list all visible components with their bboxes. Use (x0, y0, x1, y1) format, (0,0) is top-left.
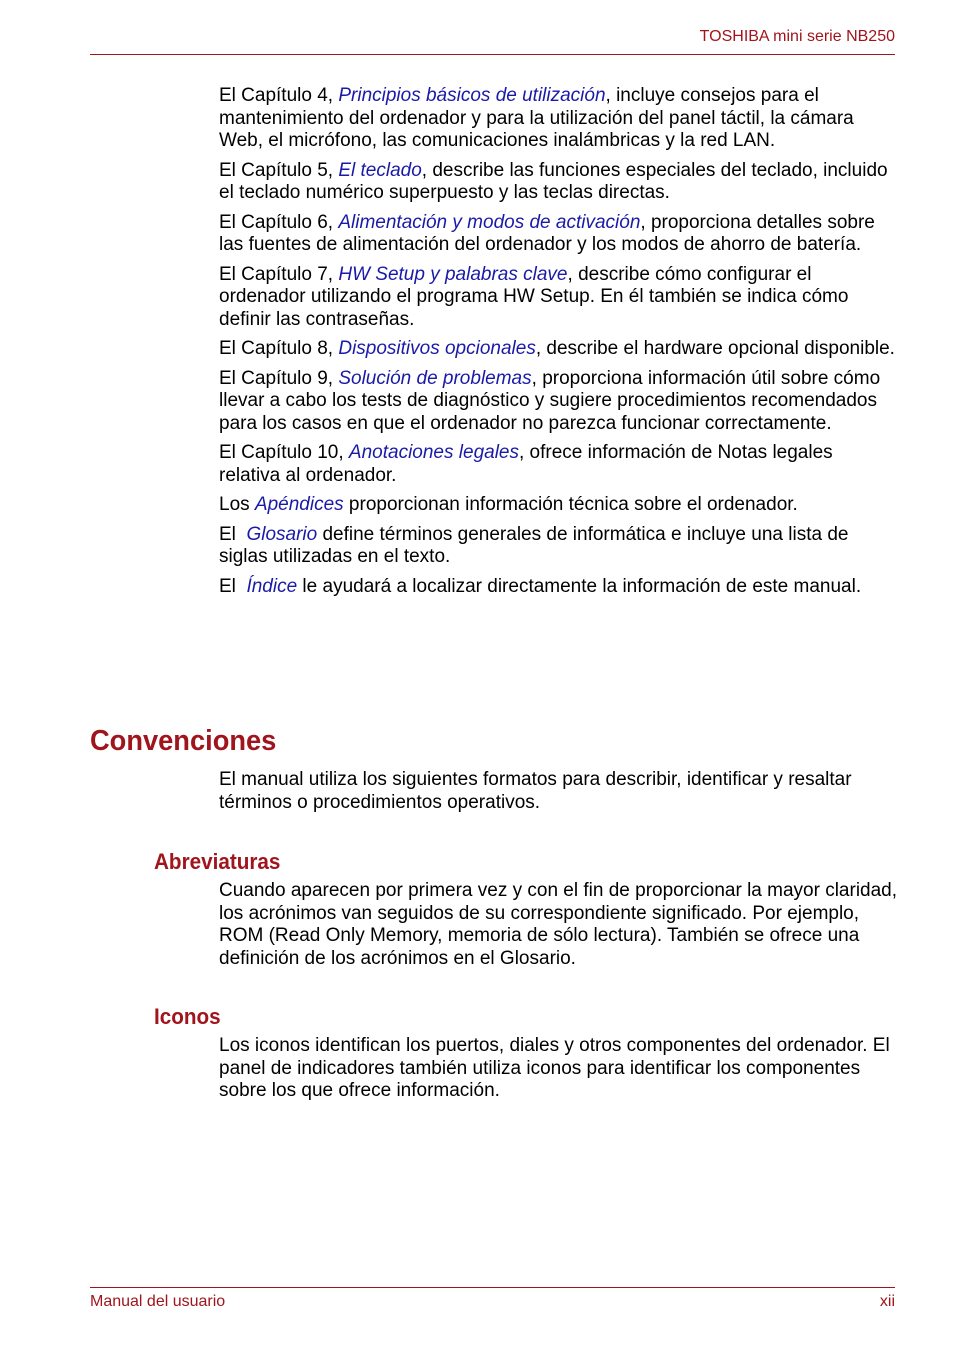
paragraph-appendices (219, 494, 899, 517)
text: El (219, 575, 247, 597)
link-appendices[interactable]: Apéndices (254, 494, 344, 515)
text: , ofrece información de Notas legales relativa al ordenador. (219, 442, 833, 486)
paragraph-chapter-4 (219, 85, 899, 153)
link-chapter-7[interactable]: HW Setup y palabras clave (338, 263, 568, 285)
text: , proporciona información útil sobre cómo llevar a cabo los tests de diagnóstico y sugiere procedimientos recomendados para los casos en que el ordenador no parezca funcionar correctamente. (219, 367, 881, 434)
text: El Capítulo 7, (219, 263, 339, 285)
text: define términos generales de informática e incluye una lista de siglas utilizadas en el texto. (219, 523, 849, 567)
abreviaturas-text: Cuando aparecen por primera vez y con el fin de proporcionar la mayor claridad, los acrónimos van seguidos de su correspondiente significado. Por ejemplo, ROM (Read Only Memory, memoria de sólo lectura). También se ofrece una definición de los acrónimos en el Glosario. (219, 880, 898, 969)
link-chapter-6[interactable]: Alimentación y modos de activación (338, 211, 641, 233)
header-title: TOSHIBA mini serie NB250 (699, 28, 895, 45)
text: Los (219, 494, 255, 515)
paragraph-glossary (219, 524, 899, 569)
chapter-list (219, 85, 899, 605)
text: El Capítulo 4, (219, 85, 339, 106)
text: , proporciona detalles sobre las fuentes de alimentación del ordenador y los modos de ahorro de batería. (219, 211, 875, 255)
page-header (90, 24, 895, 55)
paragraph-chapter-6 (219, 212, 899, 257)
paragraph-chapter-10 (219, 442, 899, 487)
heading-iconos: Iconos (154, 1004, 221, 1029)
convenciones-intro: El manual utiliza los siguientes formatos para describir, identificar y resaltar términos o procedimientos operativos. (219, 769, 852, 813)
heading-abreviaturas: Abreviaturas (154, 849, 281, 874)
text: , describe las funciones especiales del teclado, incluido el teclado numérico superpuesto y las teclas directas. (219, 159, 888, 203)
link-glossary[interactable]: Glosario (246, 523, 318, 545)
text: El Capítulo 5, (219, 159, 339, 181)
link-index[interactable]: Índice (246, 575, 298, 597)
text: , describe cómo configurar el ordenador utilizando el programa HW Setup. En él también se indica cómo definir las contraseñas. (219, 263, 849, 330)
text: , describe el hardware opcional disponible. (535, 338, 895, 359)
text: le ayudará a localizar directamente la información de este manual. (297, 575, 862, 597)
text: El Capítulo 10, (219, 442, 349, 463)
link-chapter-8[interactable]: Dispositivos opcionales (338, 338, 536, 359)
link-chapter-9[interactable]: Solución de problemas (338, 367, 532, 389)
paragraph-index (219, 576, 899, 599)
link-chapter-10[interactable]: Anotaciones legales (348, 442, 519, 463)
section-convenciones (90, 724, 900, 1103)
link-chapter-4[interactable]: Principios básicos de utilización (338, 85, 606, 106)
text: proporcionan información técnica sobre el ordenador. (343, 494, 798, 515)
paragraph-chapter-7 (219, 264, 899, 332)
text: , incluye consejos para el mantenimiento del ordenador y para la utilización del panel táctil, la cámara Web, el micrófono, las comunicaciones inalámbricas y la red LAN. (219, 85, 854, 151)
iconos-text: Los iconos identifican los puertos, diales y otros componentes del ordenador. El panel de indicadores también utiliza iconos para identificar los componentes sobre los que ofrece información. (219, 1035, 890, 1101)
footer-page-number: xii (879, 1293, 895, 1310)
paragraph-chapter-5 (219, 160, 899, 205)
footer-manual-title: Manual del usuario (90, 1293, 226, 1310)
heading-convenciones: Convenciones (90, 725, 277, 757)
page-footer (90, 1287, 895, 1310)
text: El Capítulo 8, (219, 338, 339, 359)
text: El Capítulo 6, (219, 211, 339, 233)
paragraph-chapter-8 (219, 338, 899, 361)
paragraph-chapter-9 (219, 368, 899, 436)
text: El (219, 523, 247, 545)
text: El Capítulo 9, (219, 367, 339, 389)
link-chapter-5[interactable]: El teclado (338, 159, 422, 181)
